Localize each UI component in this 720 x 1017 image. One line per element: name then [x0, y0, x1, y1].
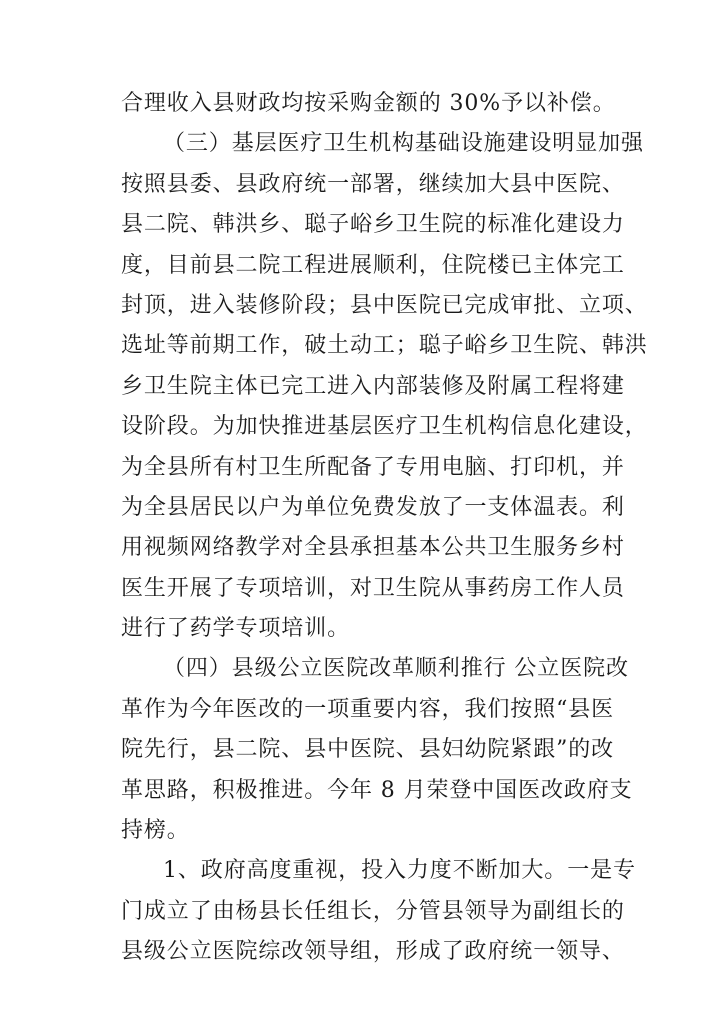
- text-line: 医生开展了专项培训，对卫生院从事药房工作人员: [121, 575, 625, 601]
- text-line: 革作为今年医改的一项重要内容，我们按照“县医: [121, 696, 615, 722]
- paragraph-first-line: 1、政府高度重视，投入力度不断加大。一是专: [163, 858, 636, 884]
- text-line: 革思路，积极推进。今年 8 月荣登中国医改政府支: [121, 777, 633, 803]
- text-line: 合理收入县财政均按采购金额的 30%予以补偿。: [121, 91, 616, 116]
- text-line: 县级公立医院综改领导组，形成了政府统一领导、: [121, 939, 625, 965]
- text-line: 设阶段。为加快推进基层医疗卫生机构信息化建设，: [121, 414, 648, 440]
- text-line: 门成立了由杨县长任组长，分管县领导为副组长的: [121, 898, 625, 924]
- text-line: 进行了药学专项培训。: [121, 616, 351, 642]
- text-line: 度，目前县二院工程进展顺利，住院楼已主体完工: [121, 252, 625, 278]
- text-line: 县二院、韩洪乡、聪子峪乡卫生院的标准化建设力: [121, 212, 625, 238]
- paragraph-first-line: （三）基层医疗卫生机构基础设施建设明显加强: [163, 131, 644, 157]
- text-line: 院先行，县二院、县中医院、县妇幼院紧跟”的改: [121, 737, 615, 763]
- paragraph-first-line: （四）县级公立医院改革顺利推行 公立医院改: [163, 656, 629, 682]
- text-line: 封顶，进入装修阶段；县中医院已完成审批、立项、: [121, 292, 648, 318]
- text-line: 乡卫生院主体已完工进入内部装修及附属工程将建: [121, 373, 625, 399]
- text-line: 为全县居民以户为单位免费发放了一支体温表。利: [121, 494, 625, 520]
- text-line: 用视频网络教学对全县承担基本公共卫生服务乡村: [121, 535, 625, 561]
- text-line: 按照县委、县政府统一部署，继续加大县中医院、: [121, 171, 625, 197]
- text-line: 持榜。: [121, 818, 190, 844]
- text-line: 选址等前期工作，破土动工；聪子峪乡卫生院、韩洪: [121, 333, 648, 359]
- document-body: [121, 84, 648, 973]
- text-line: 为全县所有村卫生所配备了专用电脑、打印机，并: [121, 454, 625, 480]
